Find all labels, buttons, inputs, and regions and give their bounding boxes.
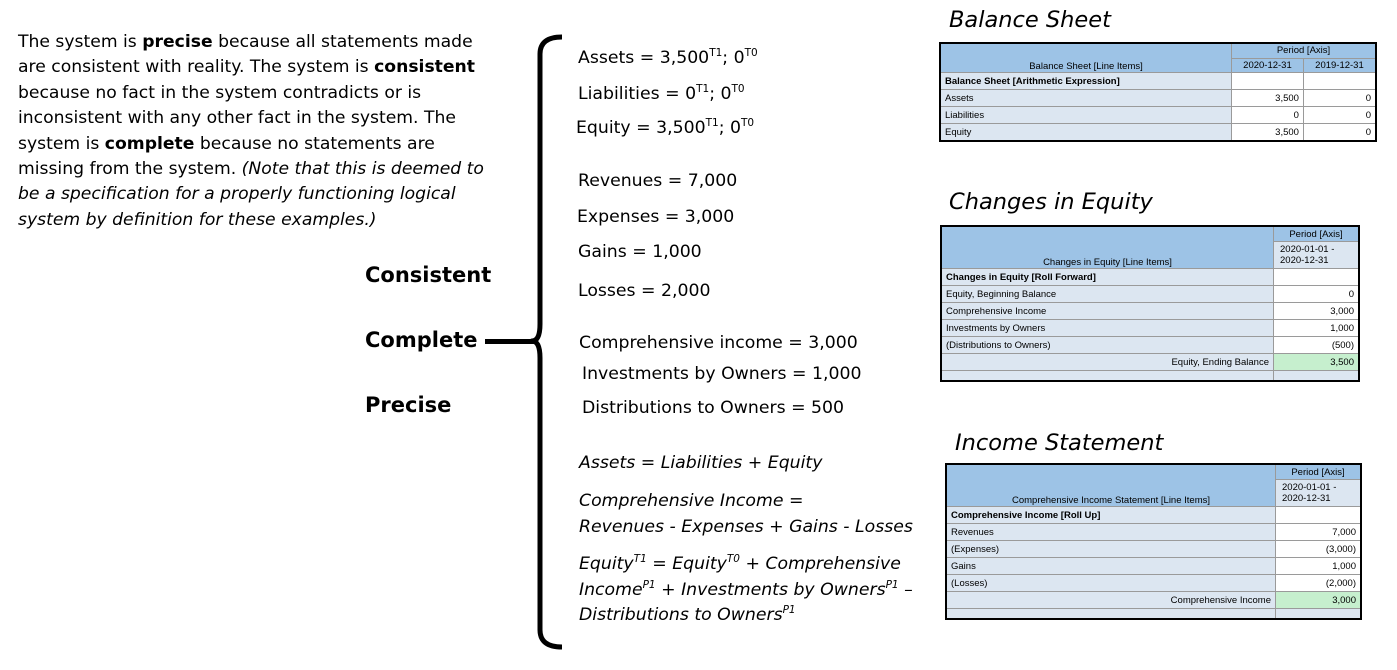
rule-ci-line-1: Comprehensive Income = (579, 491, 804, 511)
term-precise: precise (142, 32, 213, 52)
is-row-label: (Losses) (946, 575, 1276, 592)
changes-in-equity-title: Changes in Equity (949, 189, 1153, 215)
balance-sheet-title: Balance Sheet (949, 7, 1111, 33)
ce-row-label: Investments by Owners (941, 320, 1274, 337)
is-period-header: 2020-01-01 - 2020-12-31 (1276, 480, 1362, 507)
bs-row-value: 0 (1303, 90, 1376, 107)
fact-equity: Equity = $3,500^{T1}$; $0^{T0}$ (576, 117, 755, 138)
is-row-value: (2,000) (1276, 575, 1362, 592)
ce-axis-header: Period [Axis] (1274, 226, 1360, 242)
fact-investments: Investments by Owners = 1,000 (582, 364, 862, 384)
ce-total-label: Equity, Ending Balance (941, 354, 1274, 371)
is-line-items-header: Comprehensive Income Statement [Line Items] (946, 464, 1276, 507)
intro-text-4: because no statements are missing from the system. (18, 133, 435, 180)
fact-expenses: Expenses = 3,000 (577, 207, 735, 227)
bs-row-label: Liabilities (940, 107, 1232, 124)
is-row-value: 7,000 (1276, 524, 1362, 541)
intro-text-1: The system is (18, 32, 143, 52)
rule-equity-roll-forward: Equity$^{T1}$ = Equity$^{T0}$ + Comprehensive Income$^{P1}$ + Investments by Owners$^{P1}$ – Distributions to Owners$^{P1}$ (579, 553, 913, 625)
is-axis-header: Period [Axis] (1276, 464, 1362, 480)
bs-row-value: 3,500 (1232, 124, 1304, 142)
ce-row-label: Comprehensive Income (941, 303, 1274, 320)
ce-row-label: (Distributions to Owners) (941, 337, 1274, 354)
ce-row-value: 1,000 (1274, 320, 1360, 337)
is-row-value: (3,000) (1276, 541, 1362, 558)
fact-liabilities: Liabilities = $0^{T1}$; $0^{T0}$ (578, 83, 745, 104)
ce-row-value: (500) (1274, 337, 1360, 354)
bs-row-value: 0 (1232, 107, 1304, 124)
is-row-value: 1,000 (1276, 558, 1362, 575)
bs-col-2019: 2019-12-31 (1303, 58, 1376, 72)
label-complete: Complete (365, 328, 478, 352)
ce-line-items-header: Changes in Equity [Line Items] (941, 226, 1274, 269)
bs-line-items-header: Balance Sheet [Line Items] (940, 43, 1232, 73)
is-section-label: Comprehensive Income [Roll Up] (946, 507, 1276, 524)
income-statement-table (945, 463, 1362, 620)
intro-text-2: because all statements made are consistent with reality. The system is (18, 32, 473, 78)
bs-row-value: 0 (1303, 107, 1376, 124)
fact-assets: Assets = $3,500^{T1}$; $0^{T0}$ (578, 47, 758, 68)
ce-section-label: Changes in Equity [Roll Forward] (941, 269, 1274, 286)
rule-ci-line-2: Revenues - Expenses + Gains - Losses (579, 516, 913, 537)
is-total-value: 3,000 (1276, 592, 1362, 609)
ce-row-label: Equity, Beginning Balance (941, 286, 1274, 303)
bs-row-value: 0 (1303, 124, 1376, 142)
bs-row-label: Assets (940, 90, 1232, 107)
is-row-label: Gains (946, 558, 1276, 575)
changes-in-equity-table (940, 225, 1360, 382)
is-total-label: Comprehensive Income (946, 592, 1276, 609)
fact-gains: Gains = 1,000 (578, 242, 702, 262)
is-row-label: Revenues (946, 524, 1276, 541)
term-consistent: consistent (374, 57, 476, 78)
ce-total-value: 3,500 (1274, 354, 1360, 371)
rule-comprehensive-income (579, 489, 913, 540)
intro-note: (Note that this is deemed to be a specification for a properly functioning logical system by definition for these examples.) (18, 159, 484, 230)
income-statement-title: Income Statement (955, 430, 1164, 456)
curly-brace-icon (530, 34, 564, 654)
bs-axis-header: Period [Axis] (1232, 43, 1377, 58)
term-complete: complete (104, 133, 195, 154)
bs-section-label: Balance Sheet [Arithmetic Expression] (940, 73, 1232, 90)
label-consistent: Consistent (365, 263, 492, 287)
intro-paragraph (18, 30, 488, 233)
balance-sheet-table (939, 42, 1377, 142)
ce-row-value: 3,000 (1274, 303, 1360, 320)
fact-revenues: Revenues = 7,000 (578, 171, 738, 191)
bs-row-label: Equity (940, 124, 1232, 142)
fact-distributions: Distributions to Owners = 500 (582, 398, 845, 418)
is-row-label: (Expenses) (946, 541, 1276, 558)
bs-col-2020: 2020-12-31 (1232, 58, 1304, 72)
intro-text-3: because no fact in the system contradicts or is inconsistent with any other fact in the system. The system is (18, 82, 456, 154)
fact-losses: Losses = 2,000 (578, 281, 711, 301)
bs-row-value: 3,500 (1232, 90, 1304, 107)
fact-comprehensive-income: Comprehensive income = 3,000 (579, 333, 858, 353)
rule-accounting-equation: Assets = Liabilities + Equity (579, 453, 823, 473)
ce-period-header: 2020-01-01 - 2020-12-31 (1274, 242, 1360, 269)
label-precise: Precise (365, 393, 452, 417)
ce-row-value: 0 (1274, 286, 1360, 303)
